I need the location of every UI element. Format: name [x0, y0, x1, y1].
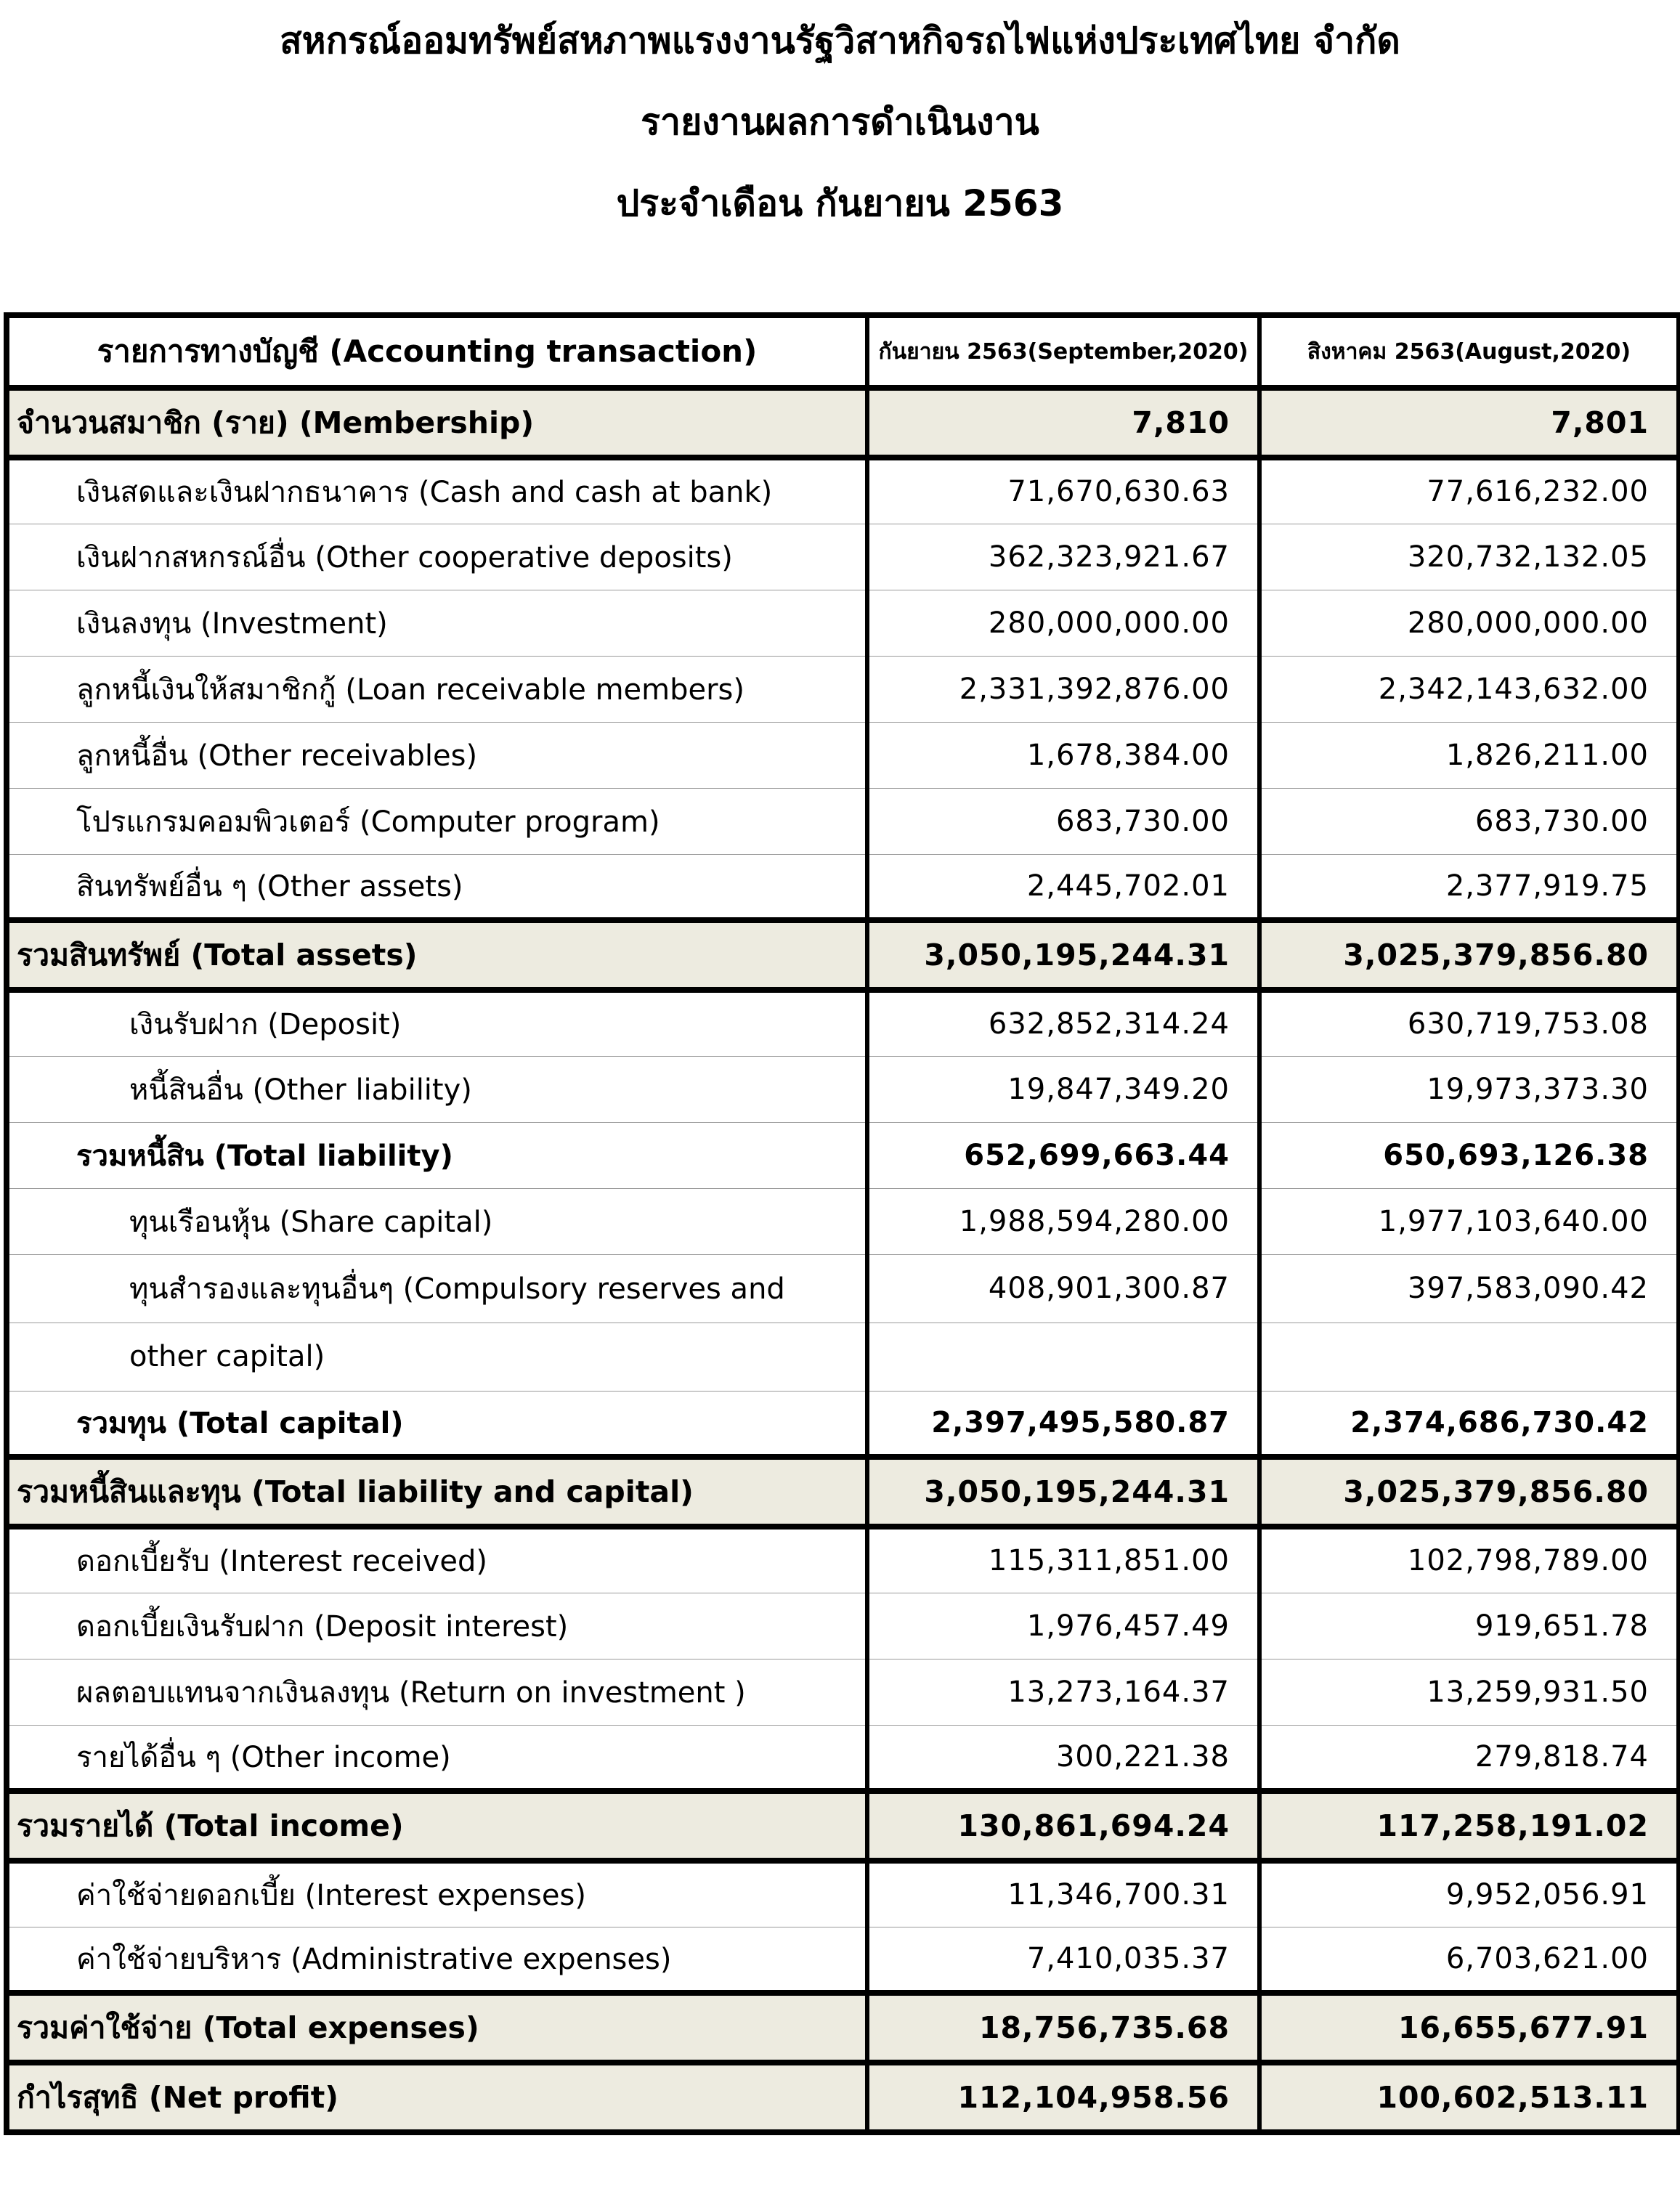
table-row [7, 1725, 1679, 1791]
row-label: สินทรัพย์อื่น ๆ (Other assets) [7, 854, 867, 920]
row-value-current: 1,976,457.49 [867, 1593, 1259, 1659]
row-value-current: 11,346,700.31 [867, 1861, 1259, 1927]
row-value-previous [1259, 1323, 1679, 1391]
row-value-current: 652,699,663.44 [867, 1122, 1259, 1188]
table-row [7, 1056, 1679, 1122]
row-value-current: 13,273,164.37 [867, 1659, 1259, 1725]
row-value-current: 18,756,735.68 [867, 1993, 1259, 2063]
row-value-previous: 7,801 [1259, 388, 1679, 458]
row-value-current [867, 1323, 1259, 1391]
financial-statement-table [4, 312, 1680, 2135]
row-value-current: 7,810 [867, 388, 1259, 458]
row-value-previous: 1,977,103,640.00 [1259, 1188, 1679, 1254]
row-value-current: 112,104,958.56 [867, 2063, 1259, 2132]
row-label: เงินสดและเงินฝากธนาคาร (Cash and cash at bank) [7, 458, 867, 524]
row-value-current: 2,397,495,580.87 [867, 1391, 1259, 1457]
row-value-previous: 919,651.78 [1259, 1593, 1679, 1659]
row-label: เงินรับฝาก (Deposit) [7, 990, 867, 1056]
row-label: รวมทุน (Total capital) [7, 1391, 867, 1457]
row-label: รวมรายได้ (Total income) [7, 1791, 867, 1861]
table-row [7, 524, 1679, 590]
row-label: เงินลงทุน (Investment) [7, 590, 867, 656]
row-value-current: 3,050,195,244.31 [867, 920, 1259, 990]
row-value-previous: 397,583,090.42 [1259, 1254, 1679, 1323]
row-value-current: 130,861,694.24 [867, 1791, 1259, 1861]
row-label: เงินฝากสหกรณ์อื่น (Other cooperative deposits) [7, 524, 867, 590]
report-header [0, 0, 1680, 244]
organization-name: สหกรณ์ออมทรัพย์สหภาพแรงงานรัฐวิสาหกิจรถไฟแห่งประเทศไทย จำกัด [280, 20, 1400, 62]
table-row-total-liability-capital [7, 1457, 1679, 1527]
table-row [7, 458, 1679, 524]
table-row-total-capital [7, 1391, 1679, 1457]
table-row [7, 1188, 1679, 1254]
table-row-total-expenses [7, 1993, 1679, 2063]
report-period: ประจำเดือน กันยายน 2563 [616, 182, 1064, 224]
row-value-previous: 320,732,132.05 [1259, 524, 1679, 590]
row-label: รวมหนี้สิน (Total liability) [7, 1122, 867, 1188]
row-value-current: 1,988,594,280.00 [867, 1188, 1259, 1254]
table-row [7, 854, 1679, 920]
row-label: ทุนสำรองและทุนอื่นๆ (Compulsory reserves and [7, 1254, 867, 1323]
row-label: ดอกเบี้ยเงินรับฝาก (Deposit interest) [7, 1593, 867, 1659]
row-label: รวมสินทรัพย์ (Total assets) [7, 920, 867, 990]
row-value-previous: 2,377,919.75 [1259, 854, 1679, 920]
row-value-previous: 650,693,126.38 [1259, 1122, 1679, 1188]
row-value-previous: 100,602,513.11 [1259, 2063, 1679, 2132]
table-row-total-liability [7, 1122, 1679, 1188]
row-value-current: 71,670,630.63 [867, 458, 1259, 524]
row-value-previous: 279,818.74 [1259, 1725, 1679, 1791]
table-row [7, 590, 1679, 656]
row-value-previous: 77,616,232.00 [1259, 458, 1679, 524]
row-label: ค่าใช้จ่ายบริหาร (Administrative expenses) [7, 1927, 867, 1993]
row-label: ดอกเบี้ยรับ (Interest received) [7, 1527, 867, 1593]
row-value-current: 362,323,921.67 [867, 524, 1259, 590]
row-value-current: 115,311,851.00 [867, 1527, 1259, 1593]
row-value-previous: 2,342,143,632.00 [1259, 656, 1679, 722]
row-value-previous: 6,703,621.00 [1259, 1927, 1679, 1993]
table-row [7, 722, 1679, 788]
row-value-previous: 102,798,789.00 [1259, 1527, 1679, 1593]
row-value-previous: 13,259,931.50 [1259, 1659, 1679, 1725]
row-value-previous: 683,730.00 [1259, 788, 1679, 854]
table-row-total-income [7, 1791, 1679, 1861]
row-value-current: 408,901,300.87 [867, 1254, 1259, 1323]
row-label: ค่าใช้จ่ายดอกเบี้ย (Interest expenses) [7, 1861, 867, 1927]
row-label: ลูกหนี้อื่น (Other receivables) [7, 722, 867, 788]
table-header-row [7, 315, 1679, 388]
table-row [7, 1254, 1679, 1323]
row-value-current: 280,000,000.00 [867, 590, 1259, 656]
table-row-membership [7, 388, 1679, 458]
row-label: จำนวนสมาชิก (ราย) (Membership) [7, 388, 867, 458]
row-value-current: 2,445,702.01 [867, 854, 1259, 920]
row-value-current: 7,410,035.37 [867, 1927, 1259, 1993]
row-value-previous: 19,973,373.30 [1259, 1056, 1679, 1122]
row-label: รวมค่าใช้จ่าย (Total expenses) [7, 1993, 867, 2063]
row-label: หนี้สินอื่น (Other liability) [7, 1056, 867, 1122]
row-value-previous: 2,374,686,730.42 [1259, 1391, 1679, 1457]
column-header-previous: สิงหาคม 2563(August,2020) [1259, 315, 1679, 388]
row-value-current: 19,847,349.20 [867, 1056, 1259, 1122]
table-row [7, 1927, 1679, 1993]
row-value-previous: 3,025,379,856.80 [1259, 1457, 1679, 1527]
table-row [7, 1527, 1679, 1593]
row-value-current: 2,331,392,876.00 [867, 656, 1259, 722]
report-title: รายงานผลการดำเนินงาน [641, 101, 1039, 143]
table-row [7, 656, 1679, 722]
row-label: ลูกหนี้เงินให้สมาชิกกู้ (Loan receivable members) [7, 656, 867, 722]
row-value-current: 683,730.00 [867, 788, 1259, 854]
row-value-previous: 280,000,000.00 [1259, 590, 1679, 656]
table-row [7, 1593, 1679, 1659]
row-value-previous: 3,025,379,856.80 [1259, 920, 1679, 990]
row-label: รวมหนี้สินและทุน (Total liability and capital) [7, 1457, 867, 1527]
row-label: ทุนเรือนหุ้น (Share capital) [7, 1188, 867, 1254]
row-value-current: 1,678,384.00 [867, 722, 1259, 788]
row-label: other capital) [7, 1323, 867, 1391]
row-label: รายได้อื่น ๆ (Other income) [7, 1725, 867, 1791]
row-value-current: 632,852,314.24 [867, 990, 1259, 1056]
column-header-label: รายการทางบัญชี (Accounting transaction) [7, 315, 867, 388]
table-row [7, 1861, 1679, 1927]
row-label: กำไรสุทธิ (Net profit) [7, 2063, 867, 2132]
row-label: โปรแกรมคอมพิวเตอร์ (Computer program) [7, 788, 867, 854]
table-row [7, 1659, 1679, 1725]
table-row-net-profit [7, 2063, 1679, 2132]
table-row-total-assets [7, 920, 1679, 990]
column-header-current: กันยายน 2563(September,2020) [867, 315, 1259, 388]
table-row [7, 990, 1679, 1056]
row-value-previous: 1,826,211.00 [1259, 722, 1679, 788]
table-row [7, 788, 1679, 854]
row-value-previous: 16,655,677.91 [1259, 1993, 1679, 2063]
row-value-previous: 630,719,753.08 [1259, 990, 1679, 1056]
row-value-previous: 117,258,191.02 [1259, 1791, 1679, 1861]
row-label: ผลตอบแทนจากเงินลงทุน (Return on investment ) [7, 1659, 867, 1725]
row-value-current: 3,050,195,244.31 [867, 1457, 1259, 1527]
row-value-current: 300,221.38 [867, 1725, 1259, 1791]
row-value-previous: 9,952,056.91 [1259, 1861, 1679, 1927]
table-row [7, 1323, 1679, 1391]
